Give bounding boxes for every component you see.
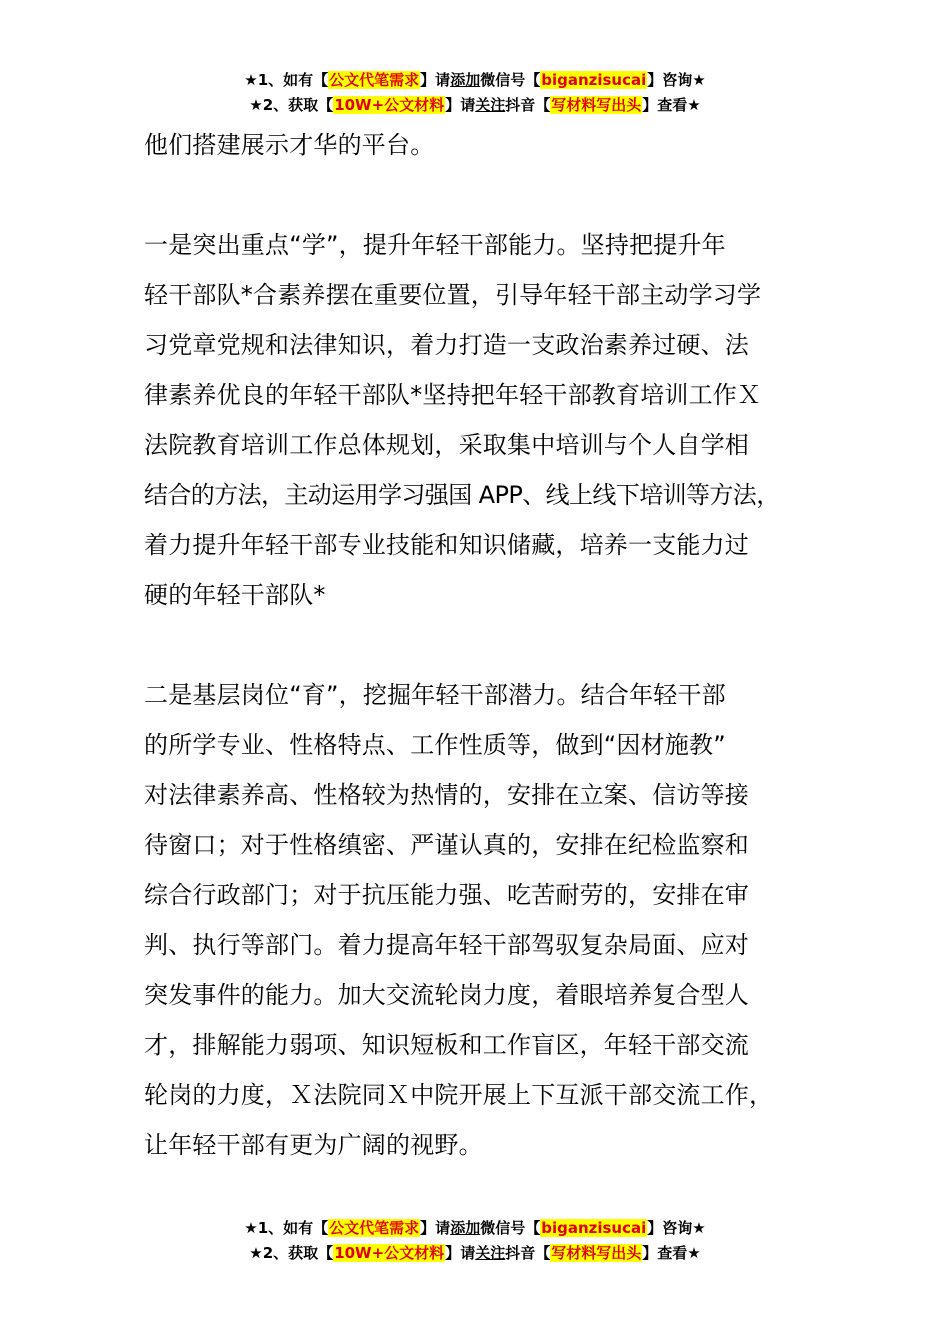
header-line1-text-b: 】请: [420, 71, 451, 89]
footer-line1-underlined: 添加: [450, 1219, 481, 1237]
header-banner: [0, 68, 950, 118]
footer-line-2: [0, 1241, 950, 1266]
paragraph-line: 硬的年轻干部队*: [144, 581, 326, 609]
paragraph-line: 才，排解能力弱项、知识短板和工作盲区，年轻干部交流: [144, 1031, 749, 1059]
document-body: [144, 120, 844, 1170]
header-line1-text-d: 】咨询★: [647, 71, 706, 89]
paragraph-line: 习党章党规和法律知识，着力打造一支政治素养过硬、法: [144, 331, 749, 359]
footer-line-1: [0, 1216, 950, 1241]
paragraph-study: [144, 220, 844, 620]
paragraph-line: 律素养优良的年轻干部队*坚持把年轻干部教育培训工作Ｘ: [144, 381, 762, 409]
footer-line1-text-a: ★1、如有【: [244, 1219, 329, 1237]
paragraph-line: 综合行政部门；对于抗压能力强、吃苦耐劳的，安排在审: [144, 881, 749, 909]
header-line2-highlight-materials: 10W+公文材料: [334, 96, 445, 114]
paragraph-line: 突发事件的能力。加大交流轮岗力度，着眼培养复合型人: [144, 981, 749, 1009]
paragraph-line: 的所学专业、性格特点、工作性质等，做到“因材施教”: [144, 731, 726, 759]
header-line1-text-c: 微信号【: [480, 71, 541, 89]
paragraph-line: 轮岗的力度，Ｘ法院同Ｘ中院开展上下互派干部交流工作，: [144, 1081, 774, 1109]
header-line1-underlined: 添加: [450, 71, 481, 89]
paragraph-line: 待窗口；对于性格缜密、严谨认真的，安排在纪检监察和: [144, 831, 749, 859]
footer-line2-underlined: 关注: [475, 1244, 506, 1262]
footer-line1-text-c: 微信号【: [480, 1219, 541, 1237]
footer-line1-highlight-wechat: biganzisucai: [541, 1219, 647, 1237]
header-line-2: [0, 93, 950, 118]
footer-line1-highlight-service: 公文代笔需求: [329, 1219, 420, 1237]
header-line1-highlight-wechat: biganzisucai: [541, 71, 647, 89]
header-line2-underlined: 关注: [475, 96, 506, 114]
header-line1-highlight-service: 公文代笔需求: [329, 71, 420, 89]
paragraph-line: 一是突出重点“学”，提升年轻干部能力。坚持把提升年: [144, 231, 726, 259]
header-line2-highlight-douyin: 写材料写出头: [551, 96, 642, 114]
footer-line2-text-c: 抖音【: [505, 1244, 551, 1262]
header-line2-text-d: 】查看★: [642, 96, 701, 114]
paragraph-line: 法院教育培训工作总体规划，采取集中培训与个人自学相: [144, 431, 749, 459]
paragraph-line: 着力提升年轻干部专业技能和知识储藏，培养一支能力过: [144, 531, 749, 559]
paragraph-line: 二是基层岗位“育”，挖掘年轻干部潜力。结合年轻干部: [144, 681, 726, 709]
footer-line2-highlight-douyin: 写材料写出头: [551, 1244, 642, 1262]
paragraph-line: 让年轻干部有更为广阔的视野。: [144, 1131, 483, 1159]
intro-paragraph: [144, 120, 844, 170]
header-line2-text-a: ★2、获取【: [249, 96, 334, 114]
intro-line: 他们搭建展示才华的平台。: [144, 131, 435, 159]
paragraph-line: 判、执行等部门。着力提高年轻干部驾驭复杂局面、应对: [144, 931, 749, 959]
header-line2-text-c: 抖音【: [505, 96, 551, 114]
footer-line1-text-d: 】咨询★: [647, 1219, 706, 1237]
paragraph-cultivate: [144, 670, 844, 1170]
footer-line2-highlight-materials: 10W+公文材料: [334, 1244, 445, 1262]
footer-line1-text-b: 】请: [420, 1219, 451, 1237]
paragraph-line: 结合的方法，主动运用学习强国 APP、线上线下培训等方法，: [144, 481, 780, 509]
footer-banner: [0, 1216, 950, 1266]
footer-line2-text-a: ★2、获取【: [249, 1244, 334, 1262]
footer-line2-text-d: 】查看★: [642, 1244, 701, 1262]
paragraph-line: 轻干部队*合素养摆在重要位置，引导年轻干部主动学习学: [144, 281, 762, 309]
header-line1-text-a: ★1、如有【: [244, 71, 329, 89]
header-line2-text-b: 】请: [445, 96, 476, 114]
header-line-1: [0, 68, 950, 93]
paragraph-line: 对法律素养高、性格较为热情的，安排在立案、信访等接: [144, 781, 749, 809]
footer-line2-text-b: 】请: [445, 1244, 476, 1262]
